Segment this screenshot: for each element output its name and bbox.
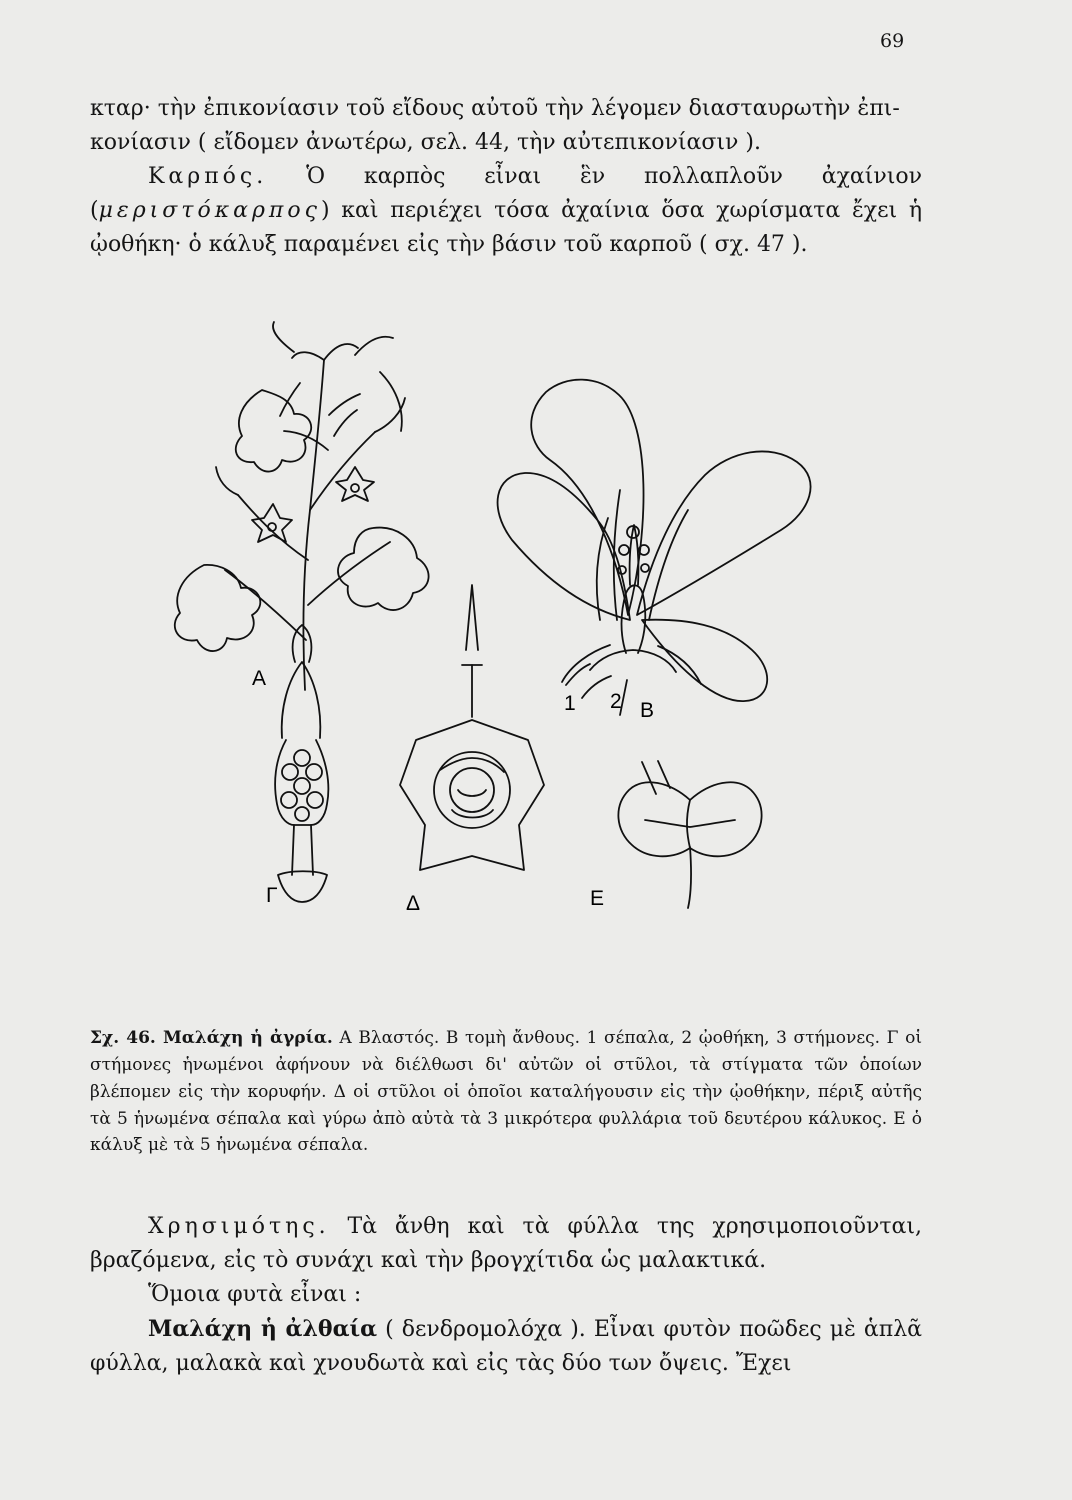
fruit-text-a: Ὁ καρπὸς εἶναι ἓν πολλαπλοῦν ἀχαίνιον ( (90, 164, 922, 224)
figure-label-g: Γ (266, 884, 278, 907)
mallow-figure (170, 320, 850, 910)
usage-text: Τὰ ἄνθη καὶ τὰ φύλλα της χρησιμοποιοῦνται, βραζόμενα, εἰς τὸ συνάχι καὶ τὴν βρογχίτιδα ὡς μαλακτικά. (90, 1214, 922, 1274)
plant-name: Μαλάχη ἡ ἀλθαία (148, 1316, 378, 1343)
caption-text: Α Βλαστός. Β τομὴ ἄνθους. 1 σέπαλα, 2 ᾠοθήκη, 3 στήμονες. Γ οἱ στήμονες ἡνωμένοι ἀφήνουν νὰ διέλθωσι δι' αὐτῶν οἱ στῦλοι, τὰ στίγματα τῶν ὁποίων βλέπομεν εἰς τὴν κορυφήν. Δ οἱ στῦλοι οἱ ὁποῖοι καταλήγουσιν εἰς τὴν ᾠοθήκην, πέριξ αὐτῆς τὰ 5 ἡνωμένα σέπαλα καὶ γύρω ἀπὸ αὐτὰ τὰ 3 μικρότερα φυλλάρια τοῦ δευτέρου κάλυκος. Ε ὁ κάλυξ μὲ τὰ 5 ἡνωμένα σέπαλα. (90, 1028, 922, 1156)
flower-section-illustration (498, 380, 811, 715)
similar-plants: Ὅμοια φυτὰ εἶναι : (148, 1282, 362, 1308)
usage-section (90, 1210, 922, 1381)
intro-line-2: κονίασιν ( εἴδομεν ἀνωτέρω, σελ. 44, τὴν αὐτεπικονίασιν ). (90, 130, 761, 156)
figure-label-a: Α (252, 667, 267, 690)
calyx-illustration (618, 761, 761, 908)
page-number: 69 (880, 30, 905, 52)
fruit-paragraph (90, 160, 922, 262)
caption-title: Σχ. 46. Μαλάχη ἡ ἀγρία. (90, 1028, 333, 1048)
althaea-paragraph (90, 1312, 922, 1381)
flower-top-view-illustration (400, 585, 544, 870)
fruit-heading: Καρπός. (148, 164, 268, 190)
plant-description: ( δενδρομολόχα ). Εἶναι φυτὸν ποῶδες μὲ ἁπλᾶ φύλλα, μαλακὰ καὶ χνουδωτὰ καὶ εἰς τὰς δύο των ὄψεις. Ἔχει (90, 1317, 923, 1377)
stamen-column-illustration (275, 625, 328, 902)
fruit-text-b: ) καὶ περιέχει τόσα ἀχαίνια ὅσα χωρίσματα ἔχει ἡ ᾠοθήκη· ὁ κάλυξ παραμένει εἰς τὴν βάσιν τοῦ καρποῦ ( σχ. 47 ). (90, 198, 922, 258)
figure-label-2: 2 (610, 690, 622, 713)
figure-label-1: 1 (564, 692, 576, 715)
fruit-term: μεριστόκαρπος (98, 198, 321, 224)
figure-caption (90, 1025, 922, 1159)
usage-heading: Χρησιμότης. (148, 1214, 330, 1239)
usage-paragraph (90, 1210, 922, 1278)
intro-section (90, 92, 922, 262)
figure-label-d: Δ (406, 892, 421, 910)
intro-line-1: κταρ· τὴν ἐπικονίασιν τοῦ εἴδους αὐτοῦ τὴν λέγομεν διασταυρωτὴν ἐπι- (90, 96, 900, 121)
shoot-illustration (175, 322, 429, 690)
figure-label-e: Ε (590, 887, 605, 910)
figure-label-b: Β (640, 699, 655, 722)
